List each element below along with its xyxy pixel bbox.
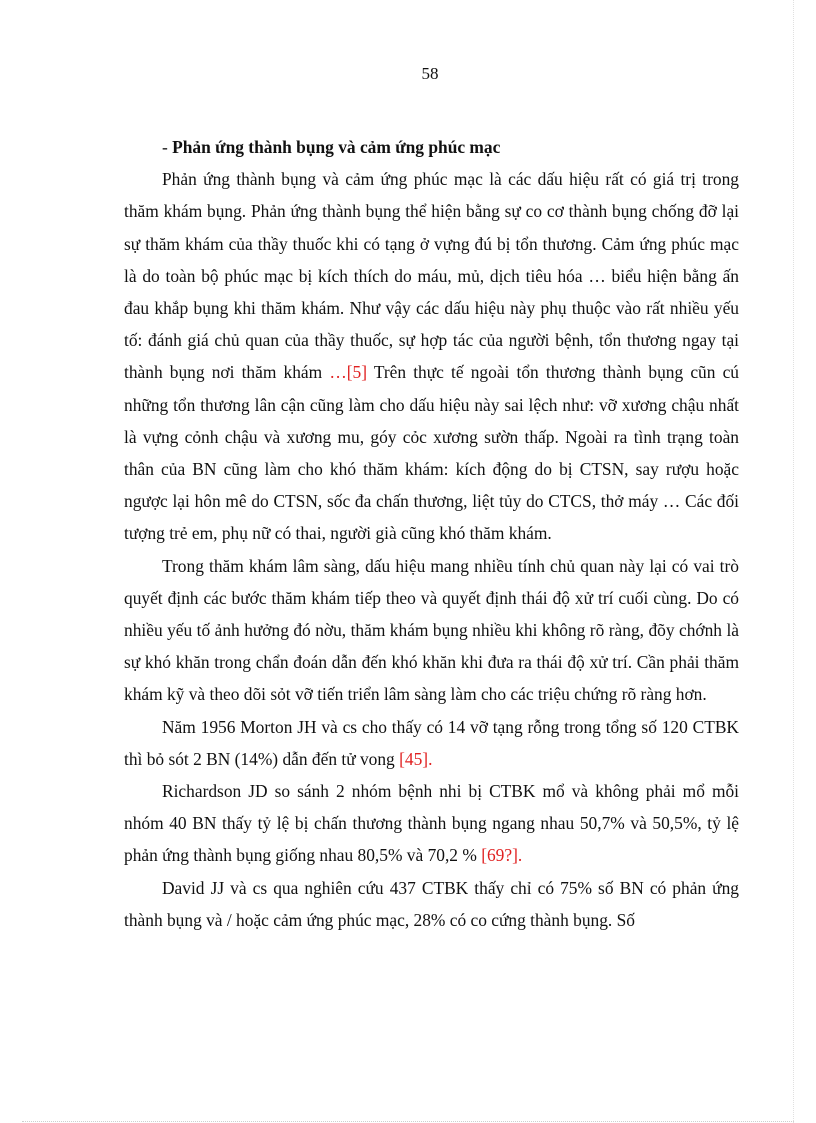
heading-dash: - bbox=[162, 137, 173, 157]
paragraph-2-text: Trong thăm khám lâm sàng, dấu hiệu mang nhiều tính chủ quan này lại có vai trò quyết định các bước thăm khám tiếp theo và quyết định thái độ xử trí cuối cùng. Do có nhiều yếu tố ảnh hưởng đó nờu, thăm khám bụng nhiều khi không rõ ràng, đõy chớnh là sự khó khăn trong chẩn đoán dẫn đến khó khăn khi đưa ra thái độ xử trí. Cần phải thăm khám kỹ và theo dõi sỏt vỡ tiến triển lâm sàng làm cho các triệu chứng rõ ràng hơn. bbox=[124, 555, 739, 705]
paragraph-1 bbox=[124, 163, 739, 549]
paragraph-3-text: Năm 1956 Morton JH và cs cho thấy có 14 vỡ tạng rỗng trong tổng số 120 CTBK thì bỏ sót 2 BN (14%) dẫn đến tử vong bbox=[124, 716, 739, 769]
citation-5: …[5] bbox=[329, 362, 367, 383]
paragraph-1-text-continued: Trên thực tế ngoài tổn thương thành bụng cũn cú những tổn thương lân cận cũng làm cho dấu hiệu này sai lệch như: vỡ xương chậu nhất là vựng cỏnh chậu và xương mu, góy cỏc xương sườn thấp. Ngoài ra tình trạng toàn thân của BN cũng làm cho khó thăm khám: kích động do bị CTSN, say rượu hoặc ngược lại hôn mê do CTSN, sốc đa chấn thương, liệt tủy do CTCS, thở máy … Các đối tượng trẻ em, phụ nữ có thai, người già cũng khó thăm khám. bbox=[124, 362, 739, 544]
paragraph-5 bbox=[124, 872, 739, 936]
body-text bbox=[124, 131, 739, 936]
paragraph-1-text: Phản ứng thành bụng và cảm ứng phúc mạc là các dấu hiệu rất có giá trị trong thăm khám bụng. Phản ứng thành bụng thể hiện bằng sự co cơ thành bụng chống đỡ lại sự thăm khám của thầy thuốc khi có tạng ở vựng đú bị tổn thương. Cảm ứng phúc mạc là do toàn bộ phúc mạc bị kích thích do máu, mủ, dịch tiêu hóa … biểu hiện bằng ấn đau khắp bụng khi thăm khám. Như vậy các dấu hiệu này phụ thuộc vào rất nhiều yếu tố: đánh giá chủ quan của thầy thuốc, sự hợp tác của người bệnh, tổn thương ngay tại thành bụng nơi thăm khám bbox=[124, 169, 739, 383]
page-right-border bbox=[793, 0, 794, 1123]
citation-69: [69?]. bbox=[481, 845, 523, 866]
paragraph-3 bbox=[124, 711, 739, 775]
citation-45: [45]. bbox=[399, 748, 433, 769]
page-number: 58 bbox=[421, 64, 439, 83]
section-heading bbox=[124, 131, 739, 163]
paragraph-2 bbox=[124, 550, 739, 711]
page-bottom-border bbox=[22, 1121, 794, 1122]
heading-title: Phản ứng thành bụng và cảm ứng phúc mạc bbox=[172, 137, 501, 157]
paragraph-4 bbox=[124, 775, 739, 872]
paragraph-4-text: Richardson JD so sánh 2 nhóm bệnh nhi bị CTBK mổ và không phải mổ mỗi nhóm 40 BN thấy tỷ lệ bị chấn thương thành bụng ngang nhau 50,7% và 50,5%, tỷ lệ phản ứng thành bụng giống nhau 80,5% và 70,2 % bbox=[124, 781, 739, 866]
paragraph-5-text: David JJ và cs qua nghiên cứu 437 CTBK thấy chỉ có 75% số BN có phản ứng thành bụng và / hoặc cảm ứng phúc mạc, 28% có co cứng thành bụng. Số bbox=[124, 877, 739, 930]
